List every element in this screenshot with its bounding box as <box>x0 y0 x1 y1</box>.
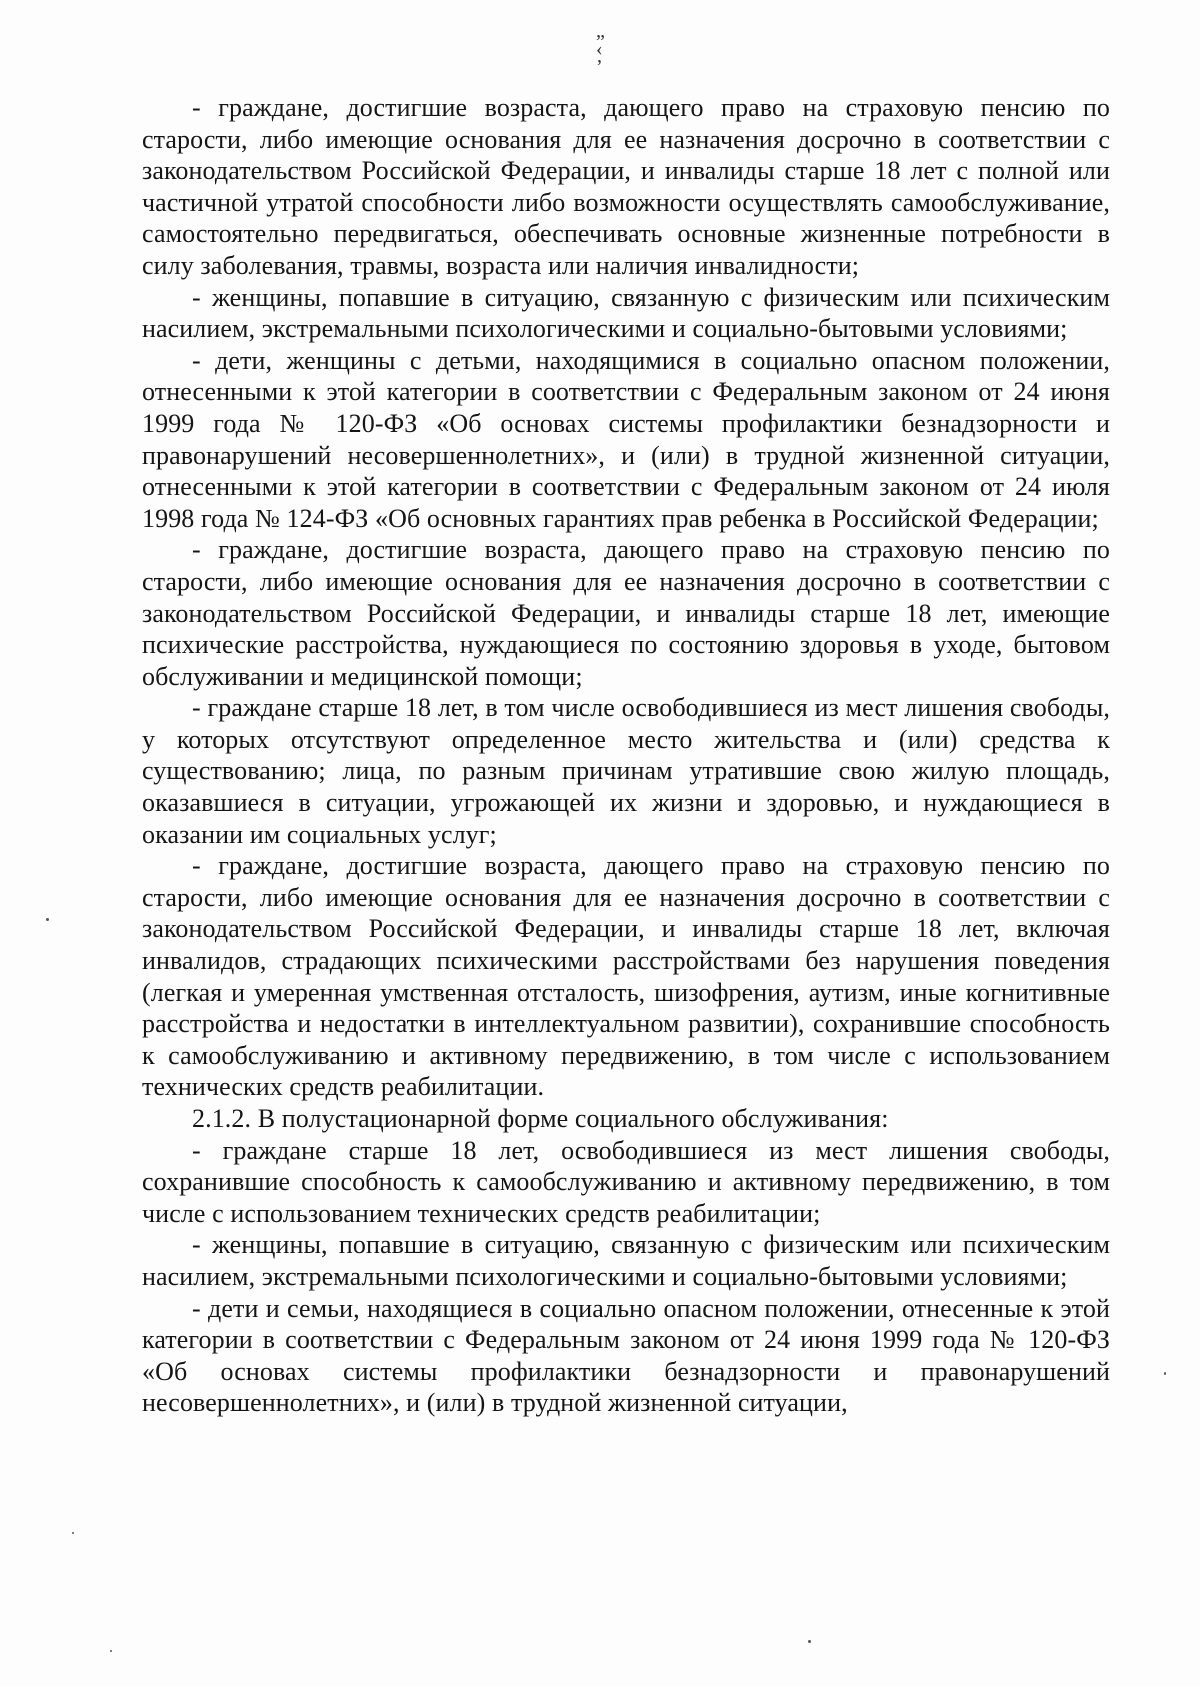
scan-speck <box>1164 1372 1166 1375</box>
paragraph: - граждане, достигшие возраста, дающего право на страховую пенсию по старости, либо имеющие основания для ее назначения досрочно в соответствии с законодательством Российской Федерации, и инвалиды старше 18 лет, включая инвалидов, страдающих психическими расстройствами без нарушения поведения (легкая и умеренная умственная отсталость, шизофрения, аутизм, иные когнитивные расстройства и недостатки в интеллектуальном развитии), сохранившие способность к самообслуживанию и активному передвижению, в том числе с использованием технических средств реабилитации. <box>142 851 1110 1102</box>
paragraph: - женщины, попавшие в ситуацию, связанную с физическим или психическим насилием, экстремальными психологическими и социально-бытовыми условиями; <box>142 282 1110 344</box>
scan-speck <box>808 1640 811 1643</box>
paragraph: - дети, женщины с детьми, находящимися в социально опасном положении, отнесенными к этой категории в соответствии с Федеральным законом от 24 июня 1999 года № 120-ФЗ «Об основах системы профилактики безнадзорности и правонарушений несовершеннолетних», и (или) в трудной жизненной ситуации, отнесенными к этой категории в соответствии с Федеральным законом от 24 июля 1998 года № 124-ФЗ «Об основных гарантиях прав ребенка в Российской Федерации; <box>142 345 1110 533</box>
section-heading: 2.1.2. В полустационарной форме социального обслуживания: <box>192 1104 889 1133</box>
document-body <box>142 92 1110 1419</box>
paragraph: - граждане, достигшие возраста, дающего право на страховую пенсию по старости, либо имеющие основания для ее назначения досрочно в соответствии с законодательством Российской Федерации, и инвалиды старше 18 лет, имеющие психические расстройства, нуждающиеся по состоянию здоровья в уходе, бытовом обслуживании и медицинской помощи; <box>142 535 1110 691</box>
scan-speck <box>72 1532 74 1534</box>
scan-speck <box>46 918 49 921</box>
paragraph: - дети и семьи, находящиеся в социально опасном положении, отнесенные к этой категории в соответствии с Федеральным законом от 24 июня 1999 года № 120-ФЗ «Об основах системы профилактики безнадзорности и правонарушений несовершеннолетних», и (или) в трудной жизненной ситуации, <box>142 1293 1110 1418</box>
paragraph: - женщины, попавшие в ситуацию, связанную с физическим или психическим насилием, экстремальными психологическими и социально-бытовыми условиями; <box>142 1230 1110 1291</box>
paragraph: - граждане старше 18 лет, освободившиеся из мест лишения свободы, сохранившие способность к самообслуживанию и активному передвижению, в том числе с использованием технических средств реабилитации; <box>142 1135 1110 1228</box>
paragraph: - граждане, достигшие возраста, дающего право на страховую пенсию по старости, либо имеющие основания для ее назначения досрочно в соответствии с законодательством Российской Федерации, и инвалиды старше 18 лет с полной или частичной утратой способности либо возможности осуществлять самообслуживание, самостоятельно передвигаться, обеспечивать основные жизненные потребности в силу заболевания, травмы, возраста или наличия инвалидности; <box>142 93 1110 280</box>
paragraph: - граждане старше 18 лет, в том числе освободившиеся из мест лишения свободы, у которых отсутствуют определенное место жительства и (или) средства к существованию; лица, по разным причинам утратившие свою жилую площадь, оказавшиеся в ситуации, угрожающей их жизни и здоровью, и нуждающиеся в оказании им социальных услуг; <box>142 693 1110 849</box>
scan-artifact-mark: „ ‹ ’ <box>596 20 605 78</box>
scan-speck <box>110 1650 112 1652</box>
